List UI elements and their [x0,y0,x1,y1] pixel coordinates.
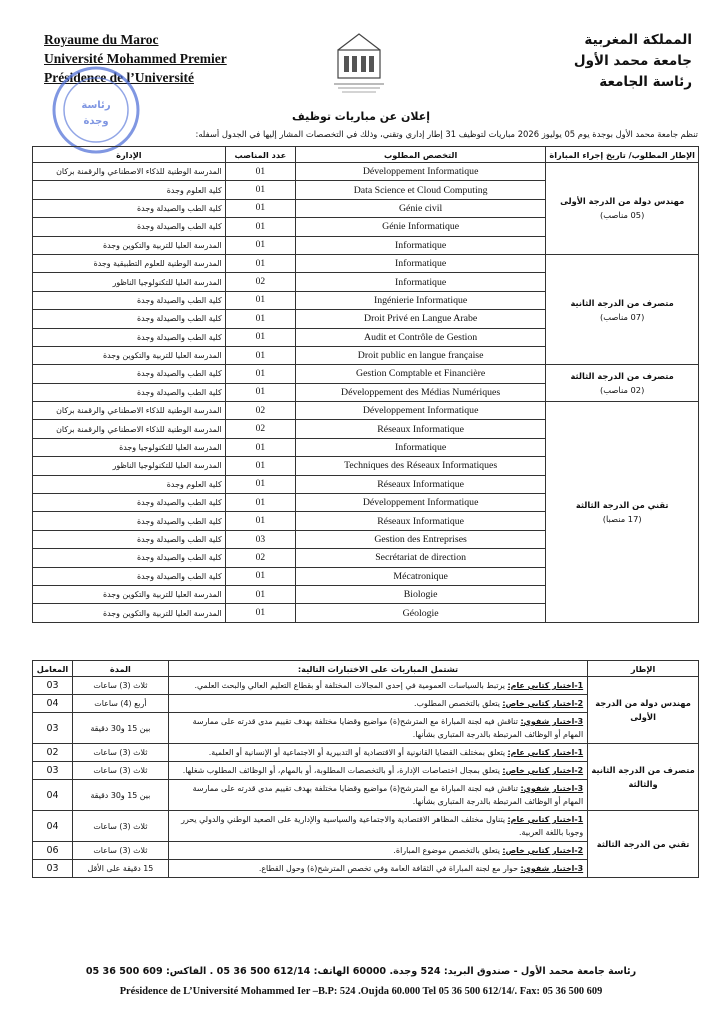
speciality-cell: Informatique [295,438,545,456]
col-exams: تشتمل المباريات على الاختبارات التالية: [168,661,587,677]
exam-text: يتعلق بمجال اختصاصات الإدارة، أو بالتخصصات المطلوبة، أو بالمهام، أو الوظائف المطلوب شغلها. [182,766,503,775]
admin-cell: كلية الطب والصيدلة وجدة [33,218,226,236]
table-row [33,365,699,383]
col-coef: المعامل [33,661,73,677]
exam-text: تناقش فيه لجنة المباراة مع المترشح(ة) مواضيع وقضايا مختلفة بهدف تقييم مدى قدرته على ممارسة المهام أو الوظائف المرتبطة بالدرجة المتبارى بشأنها. [192,784,584,806]
admin-cell: كلية العلوم وجدة [33,475,226,493]
duration-cell: ثلاث (3) ساعات [72,677,168,695]
exam-row [33,677,699,695]
exam-description-cell [168,677,587,695]
posts-cell: 01 [225,310,295,328]
speciality-cell: Biologie [295,585,545,603]
posts-cell: 01 [225,365,295,383]
header-left-line: Présidence de l’Université [44,70,194,85]
col-admin: الإدارة [33,147,226,163]
admin-cell: كلية العلوم وجدة [33,181,226,199]
speciality-cell: Réseaux Informatique [295,475,545,493]
admin-cell: كلية الطب والصيدلة وجدة [33,494,226,512]
coef-cell: 03 [33,713,73,744]
coef-cell: 03 [33,677,73,695]
grade-cell [546,402,699,623]
grade-count: (17 منصبا) [602,513,642,524]
positions-table [32,146,699,623]
posts-cell: 01 [225,585,295,603]
svg-text:وجدة: وجدة [83,116,109,127]
posts-cell: 01 [225,346,295,364]
admin-cell: كلية الطب والصيدلة وجدة [33,530,226,548]
header-left-line: Royaume du Maroc [44,32,159,47]
posts-cell: 01 [225,383,295,401]
admin-cell: المدرسة العليا للتربية والتكوين وجدة [33,585,226,603]
speciality-cell: Informatique [295,236,545,254]
header-right-line: المملكة المغربية [584,32,692,48]
duration-cell: أربع (4) ساعات [72,695,168,713]
col-exam-grade: الإطار [588,661,699,677]
header-right-line: رئاسة الجامعة [599,74,692,90]
posts-cell: 03 [225,530,295,548]
exam-grade-cell: مهندس دولة من الدرجة الأولى [588,677,699,744]
speciality-cell: Informatique [295,254,545,272]
admin-cell: كلية الطب والصيدلة وجدة [33,291,226,309]
duration-cell: ثلاث (3) ساعات [72,811,168,842]
speciality-cell: Ingénierie Informatique [295,291,545,309]
exam-label: 1-اختبار كتابي عام: [507,748,584,757]
exam-text: يتعلق بالتخصص موضوع المباراة. [393,846,503,855]
admin-cell: كلية الطب والصيدلة وجدة [33,567,226,585]
exam-label: 2-اختبار كتابي خاص: [502,846,584,855]
table-row [33,402,699,420]
exam-description-cell [168,811,587,842]
speciality-cell: Géologie [295,604,545,622]
grade-count: (02 مناصب) [599,385,645,396]
speciality-cell: Réseaux Informatique [295,420,545,438]
exam-label: 2-اختبار كتابي خاص: [502,766,584,775]
posts-cell: 01 [225,236,295,254]
grade-count: (05 مناصب) [599,210,645,221]
exam-grade-cell: متصرف من الدرجة الثانية والثالثة [588,744,699,811]
col-grade: الإطار المطلوب/ تاريخ إجراء المباراة [546,147,699,163]
speciality-cell: Développement Informatique [295,163,545,181]
duration-cell: 15 دقيقة على الأقل [72,860,168,878]
admin-cell: المدرسة العليا للتكنولوجيا الناظور [33,273,226,291]
exam-description-cell [168,842,587,860]
admin-cell: كلية الطب والصيدلة وجدة [33,199,226,217]
admin-cell: كلية الطب والصيدلة وجدة [33,512,226,530]
col-duration: المدة [72,661,168,677]
exam-description-cell [168,744,587,762]
posts-cell: 01 [225,291,295,309]
admin-cell: المدرسة العليا للتكنولوجيا الناظور [33,457,226,475]
grade-cell [546,254,699,364]
posts-cell: 01 [225,181,295,199]
speciality-cell: Réseaux Informatique [295,512,545,530]
col-posts: عدد المناصب [225,147,295,163]
posts-cell: 01 [225,328,295,346]
exam-label: 2-اختبار كتابي خاص: [502,699,584,708]
coef-cell: 03 [33,860,73,878]
admin-cell: المدرسة العليا للتكنولوجيا وجدة [33,438,226,456]
announcement-intro: تنظم جامعة محمد الأول بوجدة يوم 05 يوليوز 2026 مباريات لتوظيف 31 إطار إداري وتقني، وذلك في التخصصات المشار إليها في الجدول أسفله: [195,129,698,139]
exam-label: 1-اختبار كتابي عام: [507,815,584,824]
posts-cell: 01 [225,494,295,512]
admin-cell: المدرسة العليا للتربية والتكوين وجدة [33,604,226,622]
announcement-title: إعلان عن مباريات توظيف [292,110,430,123]
admin-cell: المدرسة الوطنية للذكاء الاصطناعي والرقمنة بركان [33,420,226,438]
exam-description-cell [168,780,587,811]
speciality-cell: Développement Informatique [295,402,545,420]
speciality-cell: Gestion Comptable et Financière [295,365,545,383]
exam-label: 3-اختبار شفوي: [520,717,584,726]
posts-cell: 01 [225,475,295,493]
coef-cell: 04 [33,780,73,811]
exam-description-cell [168,762,587,780]
posts-cell: 01 [225,218,295,236]
duration-cell: بين 15 و30 دقيقة [72,713,168,744]
speciality-cell: Génie civil [295,199,545,217]
speciality-cell: Audit et Contrôle de Gestion [295,328,545,346]
admin-cell: المدرسة الوطنية للعلوم التطبيقية وجدة [33,254,226,272]
admin-cell: المدرسة العليا للتربية والتكوين وجدة [33,236,226,254]
coef-cell: 02 [33,744,73,762]
table-row [33,163,699,181]
exam-description-cell [168,713,587,744]
speciality-cell: Droit public en langue française [295,346,545,364]
admin-cell: المدرسة العليا للتربية والتكوين وجدة [33,346,226,364]
exam-description-cell [168,860,587,878]
admin-cell: المدرسة الوطنية للذكاء الاصطناعي والرقمنة بركان [33,163,226,181]
col-speciality: التخصص المطلوب [295,147,545,163]
speciality-cell: Secrétariat de direction [295,549,545,567]
posts-cell: 01 [225,254,295,272]
speciality-cell: Mécatronique [295,567,545,585]
exam-text: تناقش فيه لجنة المباراة مع المترشح(ة) مواضيع وقضايا مختلفة بهدف تقييم مدى قدرته على ممارسة المهام أو الوظائف المرتبطة بالدرجة المتبارى بشأنها. [192,717,584,739]
duration-cell: ثلاث (3) ساعات [72,842,168,860]
grade-count: (07 مناصب) [599,311,645,322]
coef-cell: 04 [33,811,73,842]
posts-cell: 02 [225,420,295,438]
speciality-cell: Gestion des Entreprises [295,530,545,548]
exam-row [33,744,699,762]
exam-label: 3-اختبار شفوي: [520,784,584,793]
exam-row [33,811,699,842]
grade-name: تقني من الدرجة الثالثة [575,499,669,510]
header-right-line: جامعة محمد الأول [573,53,692,69]
admin-cell: كلية الطب والصيدلة وجدة [33,328,226,346]
exam-text: يرتبط بالسياسات العمومية في إحدى المجالات المختلفة أو بقطاع التعليم العالي والبحث العلمي. [194,681,508,690]
duration-cell: ثلاث (3) ساعات [72,744,168,762]
admin-cell: كلية الطب والصيدلة وجدة [33,365,226,383]
admin-cell: كلية الطب والصيدلة وجدة [33,310,226,328]
speciality-cell: Développement des Médias Numériques [295,383,545,401]
posts-cell: 01 [225,438,295,456]
svg-text:رئاسة: رئاسة [81,100,111,111]
speciality-cell: Techniques des Réseaux Informatiques [295,457,545,475]
exam-label: 1-اختبار كتابي عام: [507,681,584,690]
footer-french: Présidence de L’Université Mohammed Ier –B.P: 524 .Oujda 60.000 Tel 05 36 500 612/14/. Fax: 05 36 500 609 [119,986,603,997]
grade-cell [546,365,699,402]
exams-table-body [33,677,699,878]
duration-cell: بين 15 و30 دقيقة [72,780,168,811]
university-logo [330,30,388,96]
grade-name: مهندس دولة من الدرجة الأولى [560,196,685,207]
duration-cell: ثلاث (3) ساعات [72,762,168,780]
positions-table-body [33,163,699,623]
speciality-cell: Développement Informatique [295,494,545,512]
grade-cell [546,163,699,255]
header-right [574,30,692,93]
posts-cell: 02 [225,402,295,420]
exam-text: يتعلق بالتخصص المطلوب. [414,699,503,708]
speciality-cell: Génie Informatique [295,218,545,236]
grade-name: متصرف من الدرجة الثالثة [570,371,674,382]
posts-cell: 01 [225,604,295,622]
coef-cell: 06 [33,842,73,860]
positions-table-header [33,147,699,163]
admin-cell: المدرسة الوطنية للذكاء الاصطناعي والرقمنة بركان [33,402,226,420]
posts-cell: 01 [225,567,295,585]
footer-arabic: رئاسة جامعة محمد الأول - صندوق البريد: 524 وجدة. 60000 الهاتف: 612/14 500 36 05 . الفاكس: 609 500 36 05 [85,966,637,977]
coef-cell: 04 [33,695,73,713]
exams-table-header [33,661,699,677]
table-row [33,254,699,272]
exam-label: 3-اختبار شفوي: [520,864,584,873]
posts-cell: 01 [225,512,295,530]
speciality-cell: Informatique [295,273,545,291]
exam-description-cell [168,695,587,713]
exam-text: يتناول مختلف المظاهر الاقتصادية والاجتماعية والسياسية والإدارية على الصعيد الوطني والدولي يحرر وجوبا باللغة العربية. [181,815,584,837]
speciality-cell: Droit Privé en Langue Arabe [295,310,545,328]
coef-cell: 03 [33,762,73,780]
grade-name: متصرف من الدرجة الثانية [570,297,674,308]
exam-grade-cell: تقني من الدرجة الثالثة [588,811,699,878]
header-left-line: Université Mohammed Premier [44,51,227,66]
exam-text: يتعلق بمختلف القضايا القانونية أو الاقتصادية أو التدبيرية أو الاجتماعية أو الإنسانية أو العلمية. [208,748,508,757]
posts-cell: 01 [225,163,295,181]
posts-cell: 02 [225,273,295,291]
posts-cell: 02 [225,549,295,567]
exams-table [32,660,699,878]
speciality-cell: Data Science et Cloud Computing [295,181,545,199]
exam-text: حوار مع لجنة المباراة في الثقافة العامة وفي تخصص المترشح(ة) وحول القطاع. [258,864,521,873]
admin-cell: كلية الطب والصيدلة وجدة [33,383,226,401]
admin-cell: كلية الطب والصيدلة وجدة [33,549,226,567]
posts-cell: 01 [225,457,295,475]
posts-cell: 01 [225,199,295,217]
